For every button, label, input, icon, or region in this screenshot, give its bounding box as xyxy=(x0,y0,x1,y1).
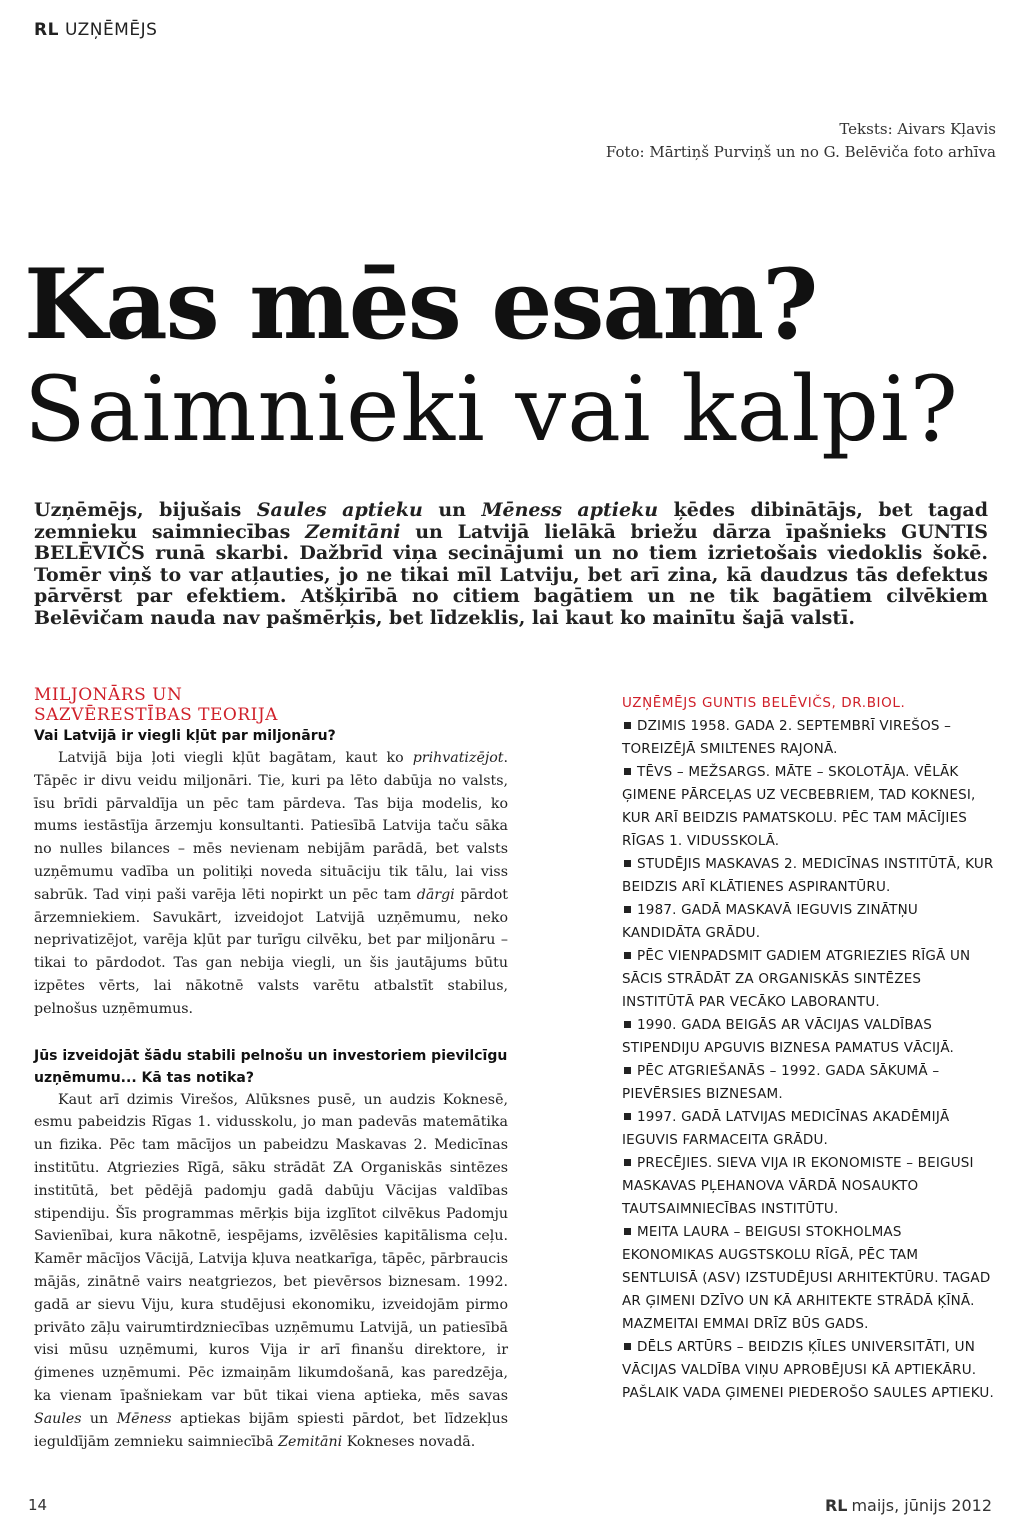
bio-item-text: TĒVS – MEŽSARGS. MĀTE – SKOLOTĀJA. VĒLĀK ĢIMENE PĀRCEĻAS UZ VECBEBRIEM, TAD KOKNESI, KUR ARĪ BEIDZIS PAMATSKOLU. PĒC TAM MĀCĪJIES RĪGAS 1. VIDUSSKOLĀ. xyxy=(622,764,976,849)
article-column xyxy=(34,685,508,1453)
magazine-logo: RL xyxy=(34,20,59,40)
headline-line2: Saimnieki vai kalpi? xyxy=(24,357,959,462)
article-subtitle-line1: MILJONĀRS UN xyxy=(34,685,183,705)
square-bullet-icon xyxy=(624,1228,631,1235)
credits xyxy=(606,118,996,164)
answer-2-text-3: aptiekas bijām spiesti pārdot, bet līdzekļus ieguldījām zemnieku saimniecībā xyxy=(34,1410,509,1450)
question-2: Jūs izveidojāt šādu stabili pelnošu un investoriem pievilcīgu uzņēmumu... Kā tas notika? xyxy=(34,1047,508,1086)
bio-item xyxy=(622,945,994,1014)
answer-2-italic-2: Mēness xyxy=(116,1410,172,1427)
question-1: Vai Latvijā ir viegli kļūt par miljonāru? xyxy=(34,728,336,744)
bio-item xyxy=(622,715,994,761)
lead-text-2: un xyxy=(422,499,482,521)
square-bullet-icon xyxy=(624,860,631,867)
bio-item-text: 1987. GADĀ MASKAVĀ IEGUVIS ZINĀTŅU KANDIDĀTA GRĀDU. xyxy=(622,902,918,941)
bio-item xyxy=(622,1106,994,1152)
bio-item-text: PRECĒJIES. SIEVA VIJA IR EKONOMISTE – BEIGUSI MASKAVAS PĻEHANOVA VĀRDĀ NOSAUKTO TAUTSAIMNIECĪBAS INSTITŪTU. xyxy=(622,1155,974,1217)
headline-line1: Kas mēs esam? xyxy=(24,248,817,361)
square-bullet-icon xyxy=(624,1343,631,1350)
square-bullet-icon xyxy=(624,906,631,913)
bio-item-text: 1997. GADĀ LATVIJAS MEDICĪNAS AKADĒMIJĀ IEGUVIS FARMACEITA GRĀDU. xyxy=(622,1109,950,1148)
page-number: 14 xyxy=(28,1496,48,1514)
answer-1-italic-2: dārgi xyxy=(416,886,455,903)
answer-2-text-1: Kaut arī dzimis Virešos, Alūksnes pusē, un audzis Koknesē, esmu pabeidzis Rīgas 1. vidusskolu, jo man padevās matemātika un fizika. Pēc tam mācījos un pabeidzu Maskavas 2. Medicīnas institūtu. Atgriezies Rīgā, sāku strādāt ZA Organiskās sintēzes institūtā, bet pēdējā padomju gadā dabūju Vācijas valdības stipendiju. Šīs programmas mērķis bija izglītot cilvēkus Padomju Savienībai, kura nākotnē, iespējams, izvēlēsies kapitālisma ceļu. Kamēr mācījos Vācijā, Latvija kļuva neatkarīga, tāpēc, pārbraucis mājās, zinātnē vairs neatgriezos, bet pievērsos biznesam. 1992. gadā ar sievu Viju, kura studējusi ekonomiku, izveidojām pirmo privāto zāļu vairumtirdzniecības uzņēmumu Latvijā, un patiesībā visi mūsu uzņēmumi, kuros Vija ir arī finanšu direktore, ir ģimenes uzņēmumi. Pēc izmaiņām likumdošanā, kas paredzēja, ka vienam īpašniekam var būt tikai viena aptieka, mēs savas xyxy=(34,1091,508,1404)
headline xyxy=(24,250,1004,460)
answer-1-text-2: . Tāpēc ir divu veidu miljonāri. Tie, kuri pa lēto dabūja no valsts, īsu brīdi pārvaldīja un pēc tam pārdeva. Tas bija modelis, ko mums iestāstīja ārzemju konsultanti. Patiesībā Latvija taču sāka no nulles bilances – mēs nevienam nebijām parādā, bet valsts uzņēmumu vadība un politiķi noveda situāciju tik tālu, lai viss sabrūk. Tad viņi paši varēja lēti nopirkt un pēc tam xyxy=(34,750,508,903)
answer-2-text-4: Kokneses novadā. xyxy=(342,1433,476,1450)
bio-item xyxy=(622,1152,994,1221)
photo-credit: Foto: Mārtiņš Purviņš un no G. Belēviča foto arhīva xyxy=(605,143,996,161)
square-bullet-icon xyxy=(624,768,631,775)
lead-italic-3: Zemitāni xyxy=(305,520,401,543)
section-name: UZŅĒMĒJS xyxy=(64,20,158,40)
bio-item-text: DĒLS ARTŪRS – BEIDZIS ĶĪLES UNIVERSITĀTI, UN VĀCIJAS VALDĪBA VIŅU APROBĒJUSI KĀ APTIEKĀRU. PAŠLAIK VADA ĢIMENEI PIEDEROŠO SAULES APTIEKU. xyxy=(622,1339,994,1401)
answer-2-text-2: un xyxy=(81,1410,117,1427)
answer-1-text-1: Latvijā bija ļoti viegli kļūt bagātam, kaut ko xyxy=(58,750,413,766)
section-header xyxy=(34,20,157,40)
bio-item xyxy=(622,761,994,853)
lead-italic-2: Mēness aptieku xyxy=(481,499,659,521)
issue-date: maijs, jūnijs 2012 xyxy=(851,1496,992,1515)
square-bullet-icon xyxy=(624,1067,631,1074)
issue-footer xyxy=(825,1496,992,1515)
bio-sidebar xyxy=(622,692,994,1405)
lead-text-4: un Latvijā lielākā briežu dārza īpašnieks GUNTIS BELĒVIČS runā skarbi. Dažbrīd viņa secinājumi un no tiem izrietošais viedoklis šokē. Tomēr viņš to var atļauties, jo ne tikai mīl Latviju, bet arī zina, kā daudzus tās defektus pārvērst par efektiem. Atšķirībā no citiem bagātiem un ne tik bagātiem cilvēkiem Belēvičam nauda nav pašmērķis, bet līdzeklis, lai kaut ko mainītu šajā valstī. xyxy=(34,520,989,629)
spacer xyxy=(34,1021,508,1045)
square-bullet-icon xyxy=(624,1113,631,1120)
article-subtitle xyxy=(34,685,508,725)
bio-item xyxy=(622,899,994,945)
lead-italic-1: Saules aptieku xyxy=(256,499,423,521)
bio-item-text: MEITA LAURA – BEIGUSI STOKHOLMAS EKONOMIKAS AUGSTSKOLU RĪGĀ, PĒC TAM SENTLUISĀ (ASV) IZSTUDĒJUSI ARHITEKTŪRU. TAGAD AR ĢIMENI DZĪVO UN KĀ ARHITEKTE STRĀDĀ ĶĪNĀ. MAZMEITAI EMMAI DRĪZ BŪS GADS. xyxy=(622,1224,991,1332)
bio-title: UZŅĒMĒJS GUNTIS BELĒVIČS, DR.BIOL. xyxy=(622,695,906,711)
answer-2 xyxy=(34,1089,508,1454)
bio-item-text: DZIMIS 1958. GADA 2. SEPTEMBRĪ VIREŠOS – TOREIZĒJĀ SMILTENES RAJONĀ. xyxy=(622,718,952,757)
square-bullet-icon xyxy=(624,1021,631,1028)
answer-1-italic-1: prihvatizējot xyxy=(412,750,504,766)
bio-item-text: STUDĒJIS MASKAVAS 2. MEDICĪNAS INSTITŪTĀ, KUR BEIDZIS ARĪ KLĀTIENES ASPIRANTŪRU. xyxy=(622,856,994,895)
bio-item xyxy=(622,1014,994,1060)
square-bullet-icon xyxy=(624,1159,631,1166)
bio-item xyxy=(622,1336,994,1405)
answer-1 xyxy=(34,747,508,1021)
bio-item xyxy=(622,1060,994,1106)
bio-item-text: PĒC VIENPADSMIT GADIEM ATGRIEZIES RĪGĀ UN SĀCIS STRĀDĀT ZA ORGANISKĀS SINTĒZES INSTITŪTĀ PAR VECĀKO LABORANTU. xyxy=(622,948,971,1010)
answer-1-text-3: pārdot ārzemniekiem. Savukārt, izveidojot Latvijā uzņēmumu, neko neprivatizējot, varēja kļūt par turīgu cilvēku, bet par miljonāru – tikai to pārdodot. Tas gan nebija viegli, un šis jautājums būtu izpētes vērts, lai nākotnē valsts varētu atbalstīt stabilus, pelnošus uzņēmumus. xyxy=(34,886,508,1017)
article-subtitle-line2: SAZVĒRESTĪBAS TEORIJA xyxy=(34,705,278,725)
answer-2-italic-3: Zemitāni xyxy=(278,1433,343,1450)
bio-item-text: PĒC ATGRIEŠANĀS – 1992. GADA SĀKUMĀ – PIEVĒRSIES BIZNESAM. xyxy=(622,1063,940,1102)
bio-item xyxy=(622,1221,994,1336)
lead-text-1: Uzņēmējs, bijušais xyxy=(34,499,257,521)
lead-paragraph xyxy=(34,500,988,629)
footer-magazine-logo: RL xyxy=(824,1496,848,1515)
square-bullet-icon xyxy=(624,952,631,959)
answer-2-italic-1: Saules xyxy=(34,1410,82,1427)
lead-text-3: ķēdes dibinātājs, bet tagad zemnieku saimniecības xyxy=(34,499,989,543)
bio-item-text: 1990. GADA BEIGĀS AR VĀCIJAS VALDĪBAS STIPENDIJU APGUVIS BIZNESA PAMATUS VĀCIJĀ. xyxy=(622,1017,955,1056)
text-credit: Teksts: Aivars Kļavis xyxy=(839,120,996,138)
bio-item xyxy=(622,853,994,899)
square-bullet-icon xyxy=(624,722,631,729)
